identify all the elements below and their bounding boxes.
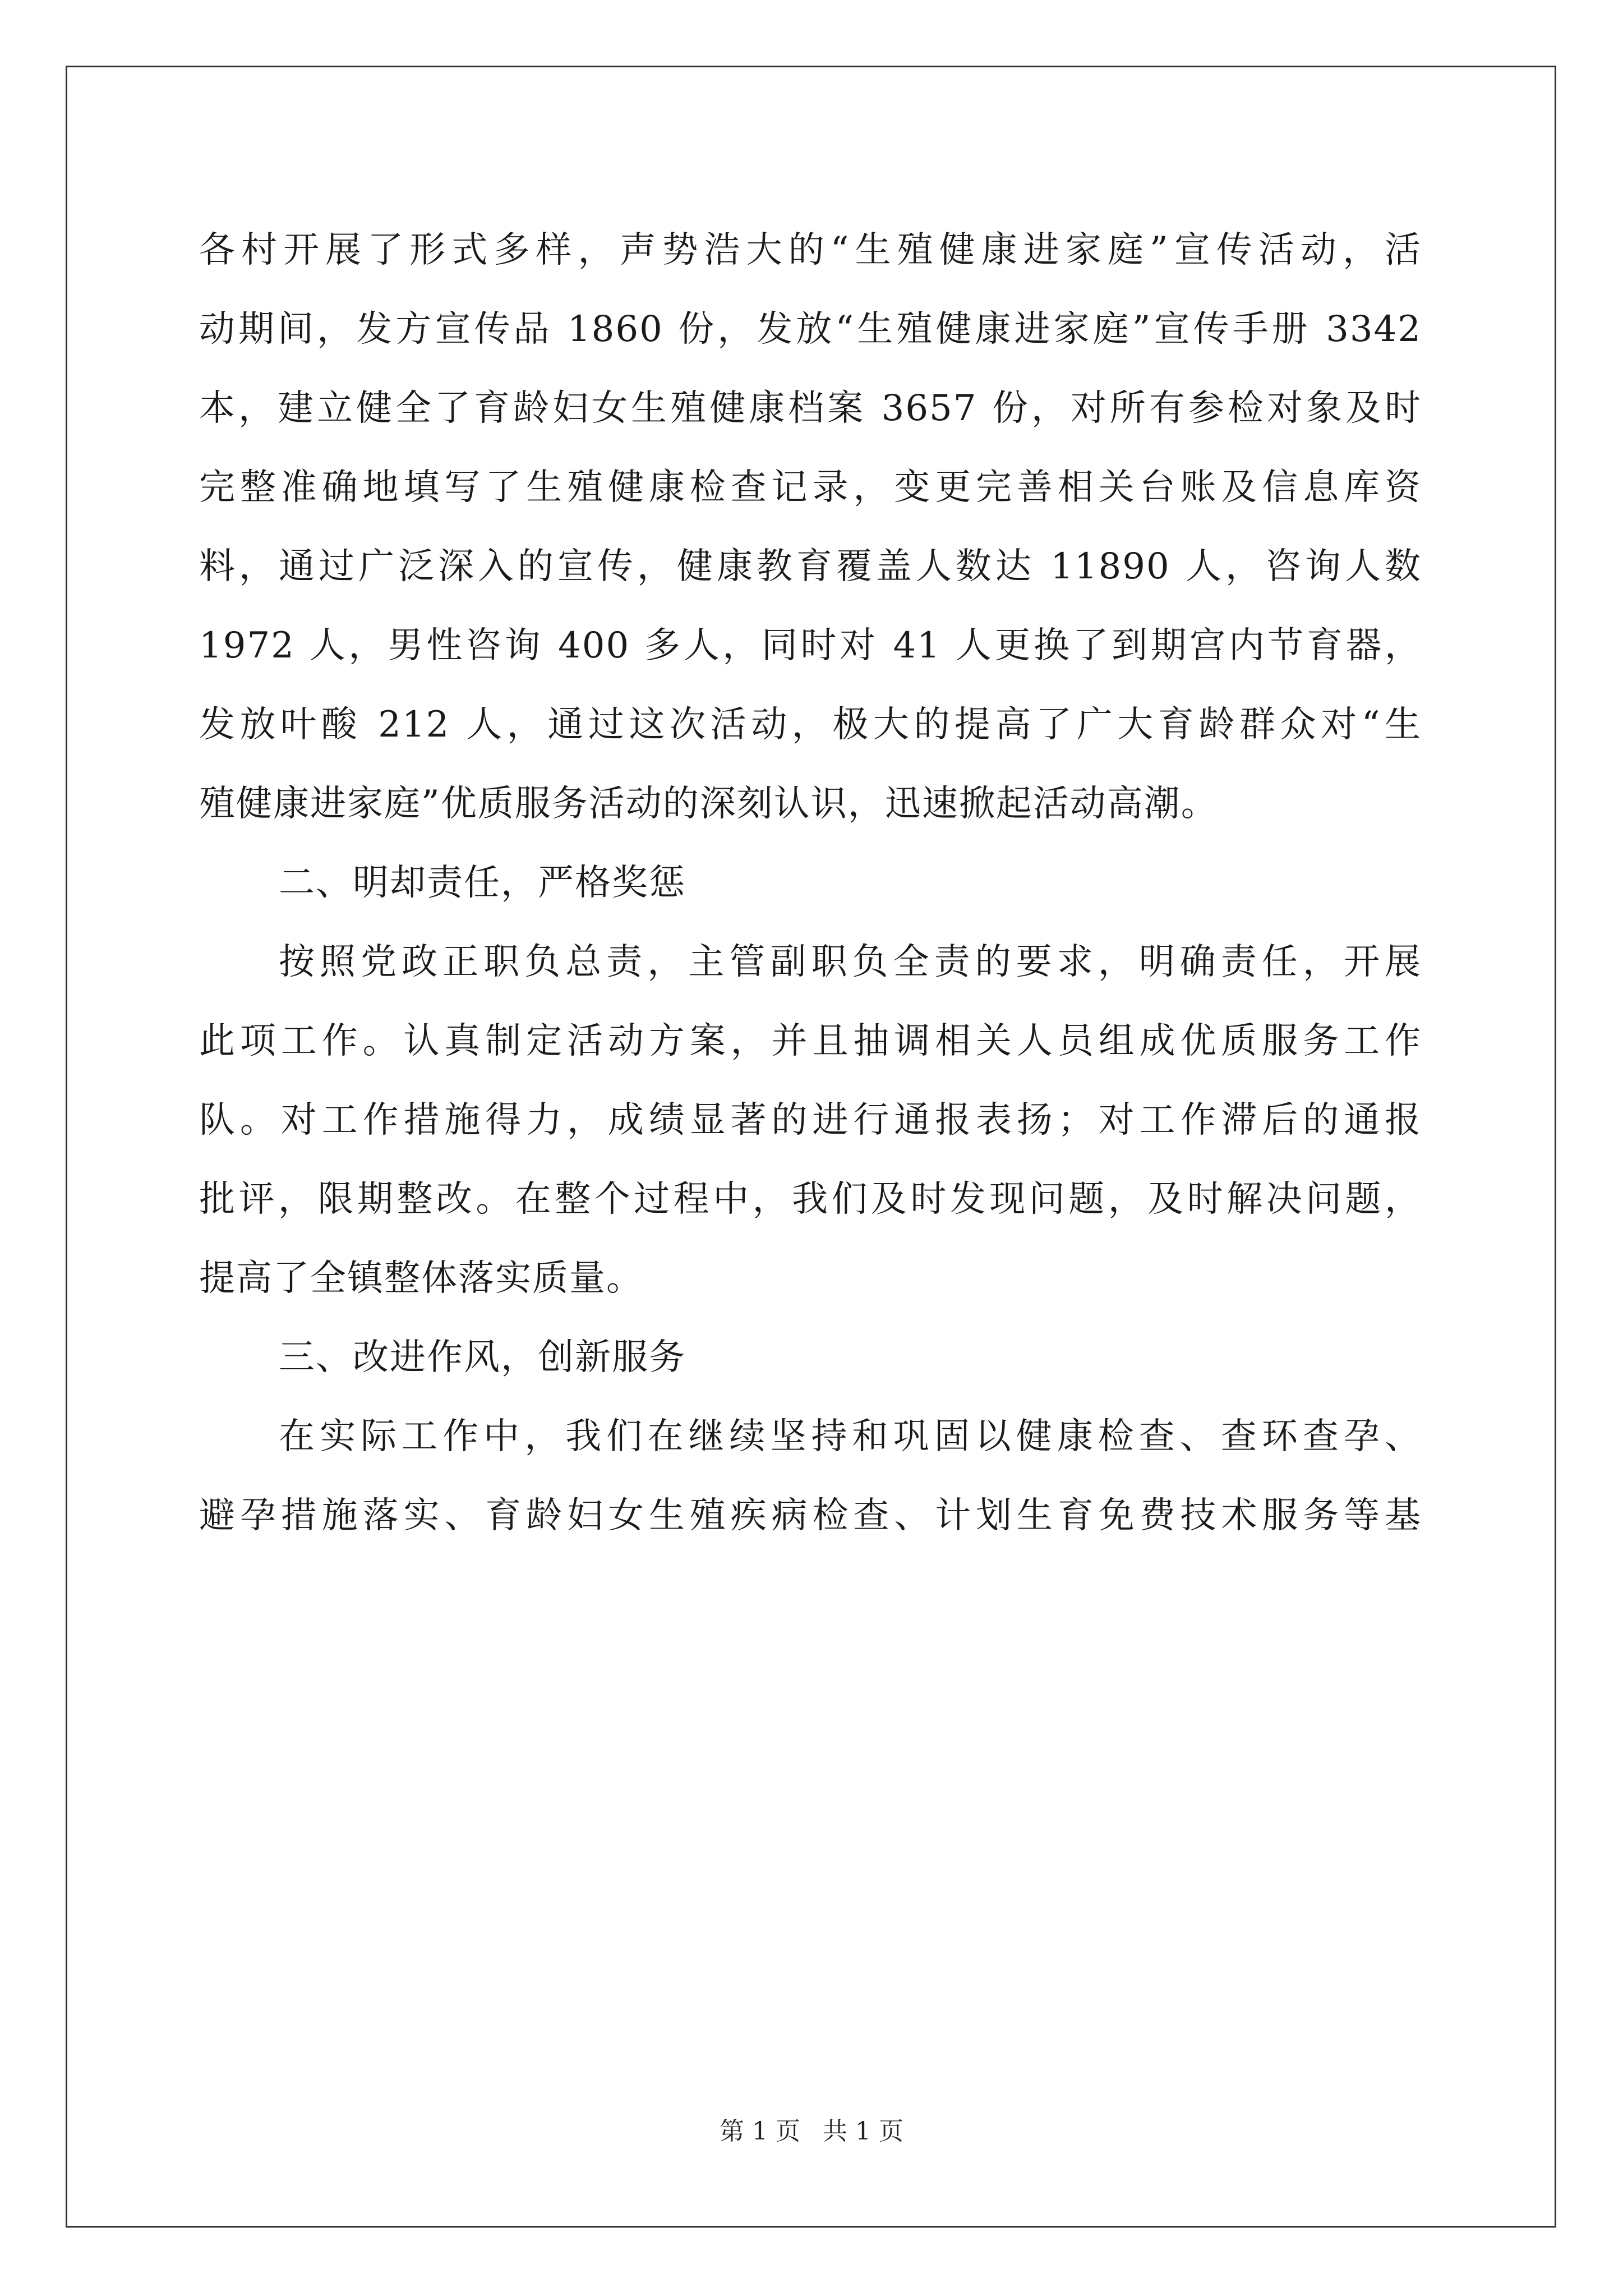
paragraph-line: 各村开展了形式多样，声势浩大的“生殖健康进家庭”宣传活动，活 bbox=[199, 229, 1422, 271]
page-total: 共 1 页 bbox=[823, 2117, 903, 2146]
paragraph-line: 料，通过广泛深入的宣传，健康教育覆盖人数达 11890 人，咨询人数 bbox=[199, 546, 1422, 587]
paragraph-line: 提高了全镇整体落实质量。 bbox=[199, 1258, 643, 1299]
paragraph-line: 殖健康进家庭”优质服务活动的深刻认识，迅速掀起活动高潮。 bbox=[199, 783, 1218, 825]
paragraph-line: 动期间，发方宣传品 1860 份，发放“生殖健康进家庭”宣传手册 3342 bbox=[199, 309, 1422, 350]
paragraph-line: 完整准确地填写了生殖健康检查记录，变更完善相关台账及信息库资 bbox=[199, 467, 1422, 508]
paragraph-line: 队。对工作措施得力，成绩显著的进行通报表扬；对工作滞后的通报 bbox=[199, 1099, 1422, 1141]
paragraph-line: 批评，限期整改。在整个过程中，我们及时发现问题，及时解决问题， bbox=[199, 1179, 1422, 1220]
paragraph-line: 避孕措施落实、育龄妇女生殖疾病检查、计划生育免费技术服务等基 bbox=[199, 1495, 1422, 1536]
paragraph-line: 此项工作。认真制定活动方案，并且抽调相关人员组成优质服务工作 bbox=[199, 1020, 1422, 1062]
document-body bbox=[199, 211, 1422, 1556]
paragraph-line: 按照党政正职负总责，主管副职负全责的要求，明确责任，开展 bbox=[279, 941, 1422, 983]
page-number: 第 1 页 bbox=[720, 2117, 800, 2146]
page-footer bbox=[0, 2115, 1623, 2148]
paragraph-line: 1972 人，男性咨询 400 多人，同时对 41 人更换了到期宫内节育器， bbox=[199, 625, 1422, 666]
paragraph-line: 发放叶酸 212 人，通过这次活动，极大的提高了广大育龄群众对“生 bbox=[199, 704, 1422, 746]
paragraph-line: 在实际工作中，我们在继续坚持和巩固以健康检查、查环查孕、 bbox=[279, 1416, 1422, 1457]
section-heading: 二、明却责任，严格奖惩 bbox=[279, 862, 686, 904]
paragraph-line: 本，建立健全了育龄妇女生殖健康档案 3657 份，对所有参检对象及时 bbox=[199, 388, 1422, 429]
section-heading: 三、改进作风，创新服务 bbox=[279, 1337, 686, 1378]
